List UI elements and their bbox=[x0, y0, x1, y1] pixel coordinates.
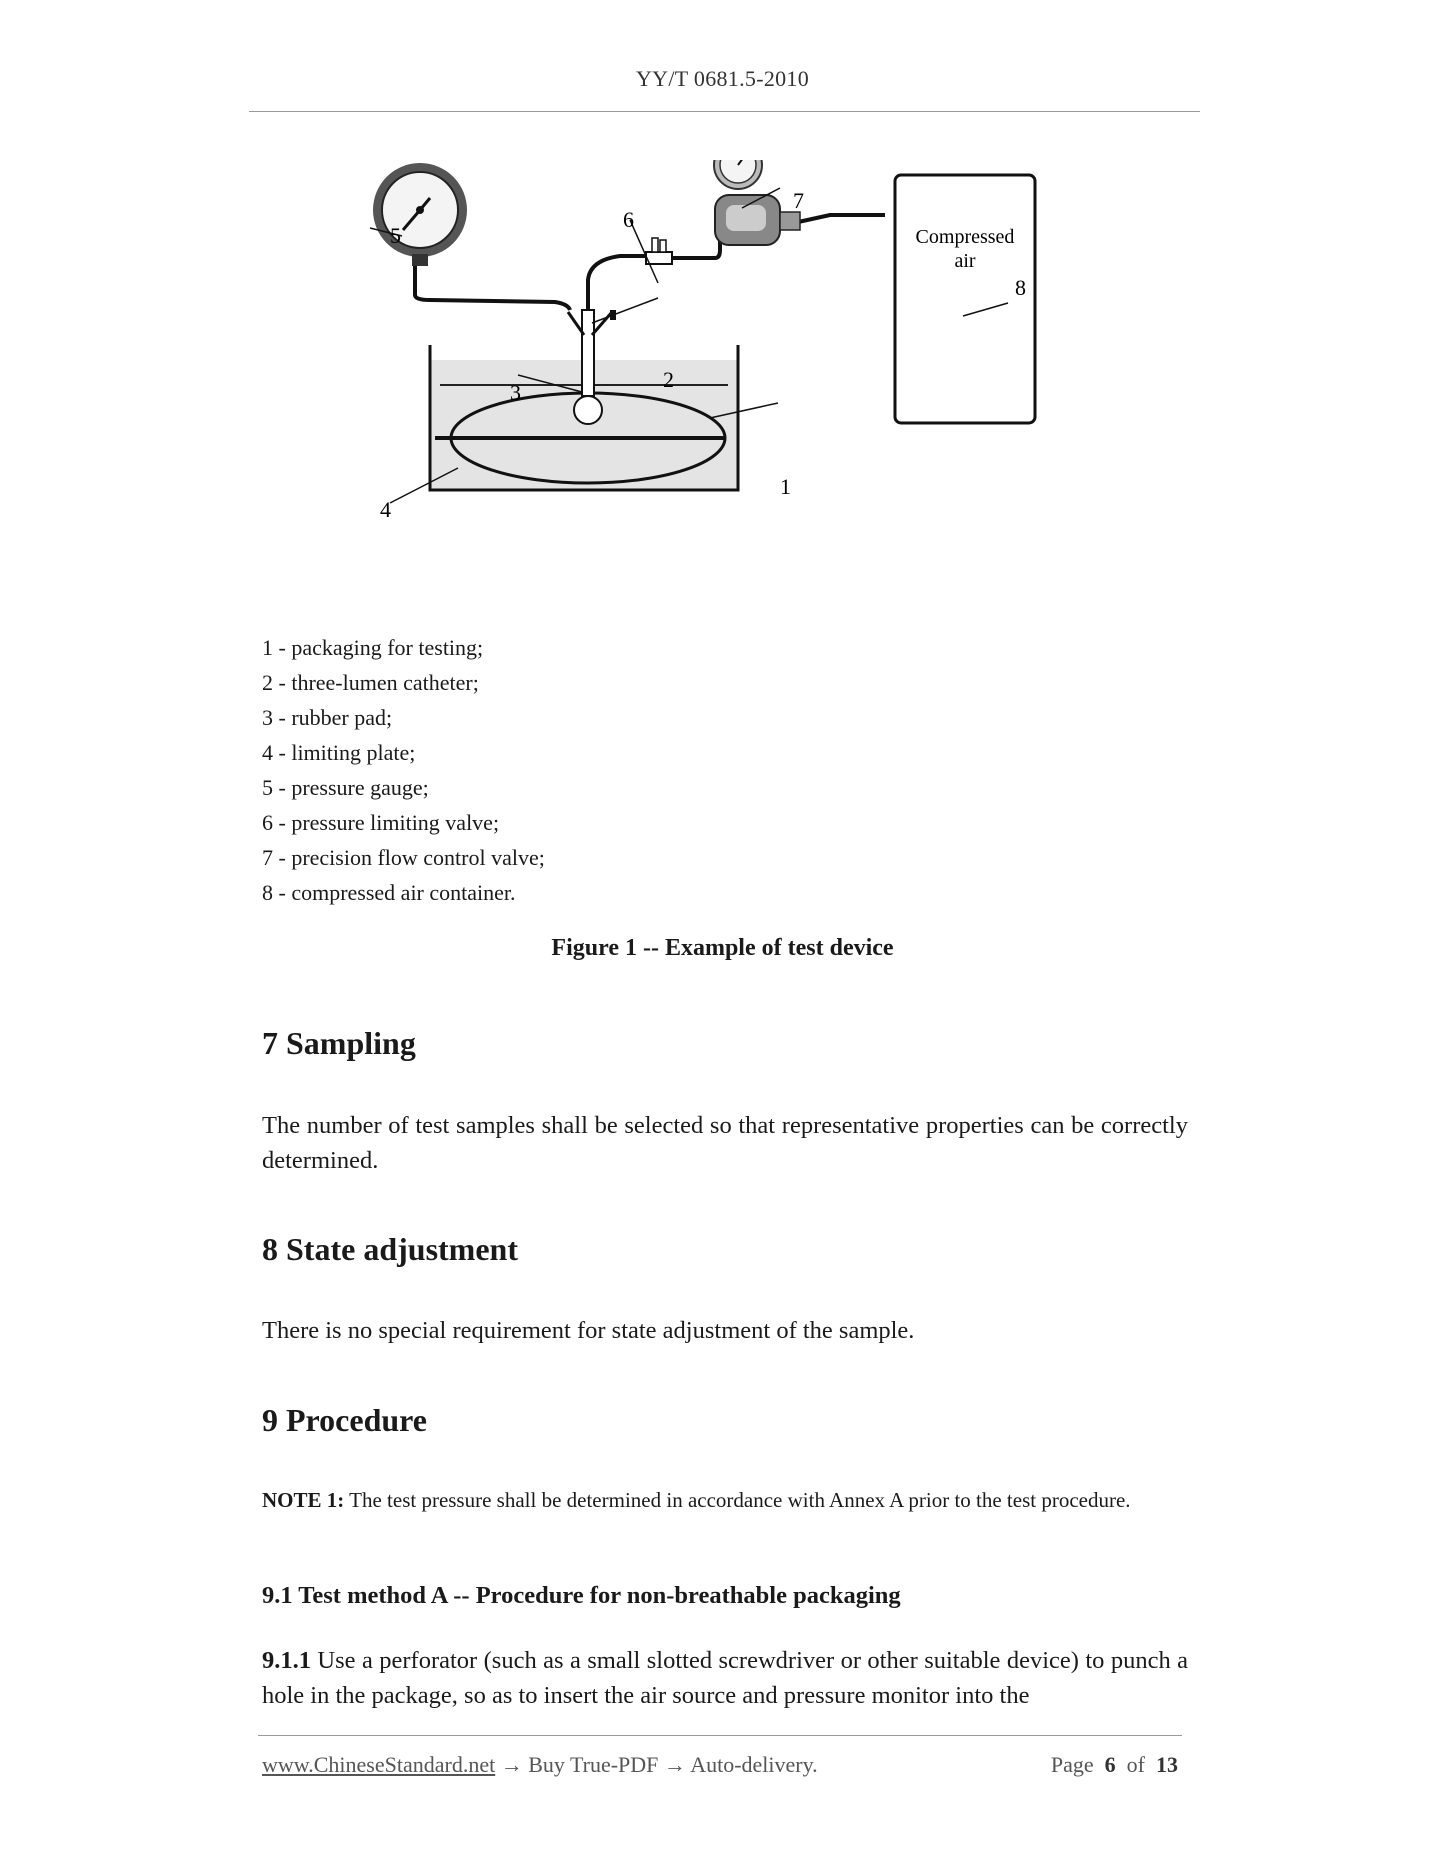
legend-item: 7 - precision flow control valve; bbox=[262, 845, 545, 870]
clause-text: Use a perforator (such as a small slotted screwdriver or other suitable device) to punch a hole in the package, so as to insert the air source and pressure monitor into the bbox=[262, 1647, 1188, 1709]
legend-item: 3 - rubber pad; bbox=[262, 705, 393, 730]
rubber-pad bbox=[574, 396, 602, 424]
note-1 bbox=[262, 1483, 1188, 1518]
figure-caption: Figure 1 -- Example of test device bbox=[551, 935, 894, 961]
test-device-figure bbox=[360, 160, 1080, 600]
container-label-line2: air bbox=[954, 250, 976, 272]
note-text: The test pressure shall be determined in accordance with Annex A prior to the test procedure. bbox=[344, 1488, 1131, 1512]
callout-2: 2 bbox=[663, 367, 674, 392]
section-7-heading: 7 Sampling bbox=[262, 1025, 416, 1061]
clause-number: 9.1.1 bbox=[262, 1647, 311, 1674]
pressure-gauge bbox=[373, 163, 467, 266]
callout-1: 1 bbox=[780, 474, 791, 499]
legend-item: 1 - packaging for testing; bbox=[262, 635, 484, 660]
callout-5: 5 bbox=[390, 223, 401, 248]
header-divider bbox=[249, 111, 1200, 112]
page-number: 6 bbox=[1104, 1752, 1116, 1777]
legend-item: 6 - pressure limiting valve; bbox=[262, 810, 500, 835]
callout-8: 8 bbox=[1015, 275, 1026, 300]
document-code-header: YY/T 0681.5-2010 bbox=[635, 66, 810, 91]
container-label-line1: Compressed bbox=[915, 226, 1015, 248]
compressed-air-container bbox=[895, 175, 1035, 423]
page-footer bbox=[262, 1752, 1182, 1778]
footer-divider bbox=[258, 1735, 1182, 1736]
callout-4: 4 bbox=[380, 497, 391, 522]
page-total: 13 bbox=[1156, 1752, 1178, 1777]
legend-item: 8 - compressed air container. bbox=[262, 880, 516, 905]
precision-flow-control-valve bbox=[714, 160, 800, 245]
note-label: NOTE 1: bbox=[262, 1488, 345, 1512]
pressure-limiting-valve bbox=[646, 238, 672, 264]
website-link[interactable]: www.ChineseStandard.net bbox=[262, 1752, 496, 1777]
section-9-1-heading: 9.1 Test method A -- Procedure for non-breathable packaging bbox=[262, 1582, 901, 1609]
page-indicator bbox=[1051, 1752, 1178, 1778]
callout-7: 7 bbox=[793, 188, 804, 213]
callout-3: 3 bbox=[510, 380, 521, 405]
section-9-heading: 9 Procedure bbox=[262, 1402, 427, 1438]
section-9-1-1 bbox=[262, 1643, 1188, 1713]
of-word: of bbox=[1126, 1752, 1145, 1777]
footer-promo-text: → Buy True-PDF → Auto-delivery. bbox=[495, 1752, 818, 1777]
page-word: Page bbox=[1050, 1752, 1094, 1777]
section-8-text: There is no special requirement for state adjustment of the sample. bbox=[262, 1317, 915, 1344]
legend-item: 4 - limiting plate; bbox=[262, 740, 416, 765]
callout-6: 6 bbox=[623, 207, 634, 232]
figure-legend bbox=[262, 630, 545, 910]
section-7-text: The number of test samples shall be selected so that representative properties can be correctly determined. bbox=[262, 1112, 1188, 1174]
section-8-heading: 8 State adjustment bbox=[262, 1231, 518, 1267]
legend-item: 2 - three-lumen catheter; bbox=[262, 670, 479, 695]
legend-item: 5 - pressure gauge; bbox=[262, 775, 429, 800]
